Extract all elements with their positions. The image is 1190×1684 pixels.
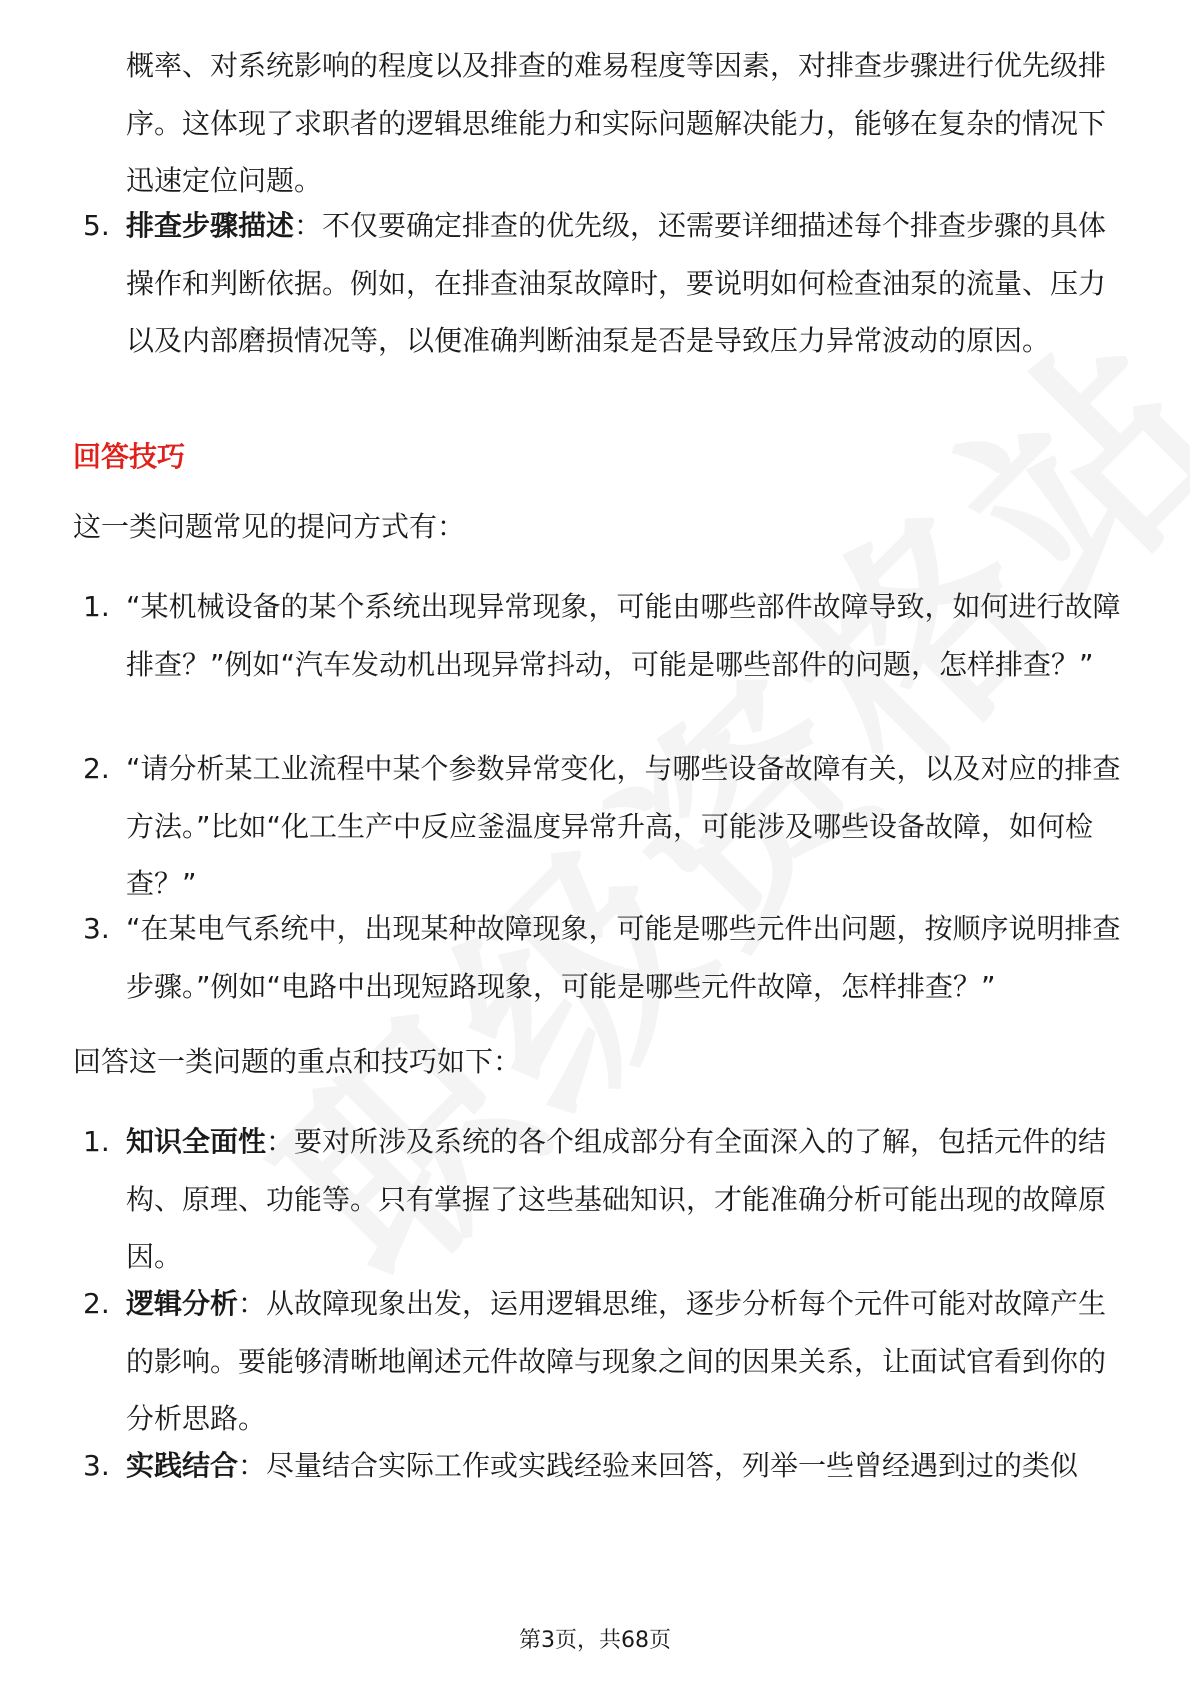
continuation-paragraph: 概率、对系统影响的程度以及排查的难易程度等因素，对排查步骤进行优先级排序。这体现了求职者的逻辑思维能力和实际问题解决能力，能够在复杂的情况下迅速定位问题。 (126, 49, 1107, 197)
term: 逻辑分析 (126, 1287, 239, 1320)
list-text (126, 197, 1126, 370)
list-number: 2. (83, 752, 110, 785)
list-number: 3. (83, 1449, 110, 1482)
description: ：要对所涉及系统的各个组成部分有全面深入的了解，包括元件的结构、原理、功能等。只有掌握了这些基础知识，才能准确分析可能出现的故障原因。 (126, 1125, 1107, 1273)
list-text: “在某电气系统中，出现某种故障现象，可能是哪些元件出问题，按顺序说明排查步骤。”例如“电路中出现短路现象，可能是哪些元件故障，怎样排查？” (126, 912, 1121, 1003)
description: ：不仅要确定排查的优先级，还需要详细描述每个排查步骤的具体操作和判断依据。例如，在排查油泵故障时，要说明如何检查油泵的流量、压力以及内部磨损情况等，以便准确判断油泵是否是导致压力异常波动的原因。 (126, 209, 1107, 357)
term: 知识全面性 (126, 1125, 267, 1158)
list-text (126, 1437, 1126, 1495)
list-number: 5. (83, 209, 110, 242)
term: 排查步骤描述 (126, 209, 295, 242)
list-number: 3. (83, 912, 110, 945)
section-heading: 回答技巧 (73, 440, 186, 473)
list-number: 1. (83, 1125, 110, 1158)
description: ：尽量结合实际工作或实践经验来回答，列举一些曾经遇到过的类似 (238, 1449, 1079, 1482)
description: ：从故障现象出发，运用逻辑思维，逐步分析每个元件可能对故障产生的影响。要能够清晰地阐述元件故障与现象之间的因果关系，让面试官看到你的分析思路。 (126, 1287, 1107, 1435)
list-text: “某机械设备的某个系统出现异常现象，可能由哪些部件故障导致，如何进行故障排查？”例如“汽车发动机出现异常抖动，可能是哪些部件的问题，怎样排查？” (126, 590, 1121, 681)
intro-paragraph: 这一类问题常见的提问方式有： (73, 510, 466, 543)
tips-intro-paragraph: 回答这一类问题的重点和技巧如下： (73, 1045, 522, 1078)
list-number: 1. (83, 590, 110, 623)
list-text (126, 1275, 1126, 1448)
page-footer: 第3页，共68页 (519, 1628, 671, 1653)
list-text (126, 1113, 1126, 1286)
term: 实践结合 (126, 1449, 239, 1482)
list-text: “请分析某工业流程中某个参数异常变化，与哪些设备故障有关，以及对应的排查方法。”比如“化工生产中反应釜温度异常升高，可能涉及哪些设备故障，如何检查？” (126, 752, 1121, 900)
list-number: 2. (83, 1287, 110, 1320)
